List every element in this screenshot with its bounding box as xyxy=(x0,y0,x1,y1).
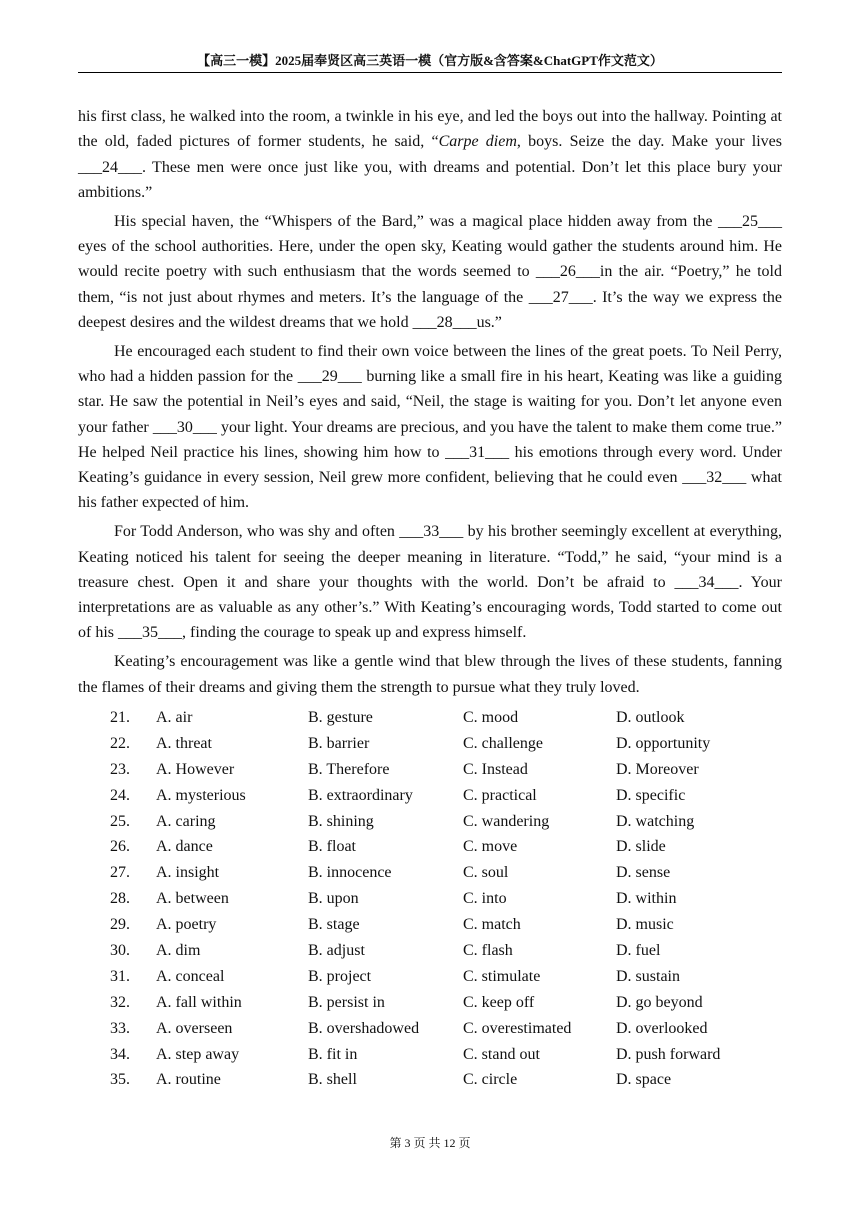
option-c: C. overestimated xyxy=(463,1019,572,1037)
option-d: D. specific xyxy=(616,786,686,804)
question-options-row xyxy=(110,912,782,938)
option-b: B. Therefore xyxy=(308,760,390,778)
option-b: B. project xyxy=(308,967,372,985)
question-number: 27. xyxy=(110,864,130,882)
question-number: 24. xyxy=(110,786,130,804)
question-options-row xyxy=(110,1042,782,1068)
option-b: B. barrier xyxy=(308,734,370,752)
question-number: 28. xyxy=(110,890,130,908)
answer-options xyxy=(110,705,782,1093)
option-d: D. slide xyxy=(616,838,666,856)
option-d: D. opportunity xyxy=(616,734,711,752)
question-options-row xyxy=(110,938,782,964)
option-b: B. shining xyxy=(308,812,374,830)
passage-paragraph: He encouraged each student to find their own voice between the lines of the great poets. To Neil Perry, who had a hidden passion for the ___29___ burning like a small fire in his heart, Keating was like a guiding star. He saw the potential in Neil’s eyes and said, “Neil, the stage is waiting for you. Don’t let anyone even your father ___30___ your light. Your dreams are precious, and you have the talent to make them come true.” He helped Neil practice his lines, showing him how to ___31___ his emotions through every word. Under Keating’s guidance in every session, Neil grew more confident, believing that he could even ___32___ what his father expected of him. xyxy=(78,342,782,512)
question-options-row xyxy=(110,783,782,809)
header-divider xyxy=(78,72,782,73)
option-a: A. overseen xyxy=(156,1019,233,1037)
question-number: 25. xyxy=(110,812,130,830)
question-options-row xyxy=(110,1016,782,1042)
page-header: 【高三一模】2025届奉贤区高三英语一模（官方版&含答案&ChatGPT作文范文） xyxy=(197,53,663,68)
passage-paragraph: His special haven, the “Whispers of the Bard,” was a magical place hidden away from the ___25___ eyes of the school authorities. Here, under the open sky, Keating would gather the students around him. He would recite poetry with such enthusiasm that the words seemed to ___26___in the air. “Poetry,” he told them, “is not just about rhymes and meters. It’s the language of the ___27___. It’s the way we express the deepest desires and the wildest dreams that we hold ___28___us.” xyxy=(78,212,782,331)
option-c: C. soul xyxy=(463,864,509,882)
option-b: B. upon xyxy=(308,890,359,908)
option-c: C. flash xyxy=(463,942,513,960)
option-d: D. watching xyxy=(616,812,695,830)
option-d: D. outlook xyxy=(616,709,685,726)
option-a: A. caring xyxy=(156,812,216,830)
question-number: 29. xyxy=(110,916,130,934)
option-d: D. within xyxy=(616,890,677,908)
option-c: C. stimulate xyxy=(463,967,541,985)
question-options-row xyxy=(110,1067,782,1093)
option-d: D. go beyond xyxy=(616,993,703,1011)
option-a: A. dance xyxy=(156,838,213,856)
option-a: A. However xyxy=(156,760,235,778)
option-c: C. Instead xyxy=(463,760,528,778)
option-a: A. mysterious xyxy=(156,786,246,804)
question-options-row xyxy=(110,809,782,835)
option-c: C. stand out xyxy=(463,1045,540,1063)
option-a: A. threat xyxy=(156,734,212,752)
option-c: C. challenge xyxy=(463,734,543,752)
question-number: 35. xyxy=(110,1071,130,1089)
option-c: C. wandering xyxy=(463,812,550,830)
option-a: A. fall within xyxy=(156,993,242,1011)
option-c: C. keep off xyxy=(463,993,535,1011)
option-b: B. extraordinary xyxy=(308,786,413,804)
question-number: 30. xyxy=(110,942,130,960)
question-options-row xyxy=(110,990,782,1016)
option-a: A. conceal xyxy=(156,967,225,985)
option-d: D. sustain xyxy=(616,967,680,985)
option-b: B. shell xyxy=(308,1071,357,1089)
option-d: D. fuel xyxy=(616,942,661,960)
question-options-row xyxy=(110,731,782,757)
option-a: A. step away xyxy=(156,1045,240,1063)
passage-paragraph: Keating’s encouragement was like a gentle wind that blew through the lives of these students, fanning the flames of their dreams and giving them the strength to pursue what they truly loved. xyxy=(78,653,782,696)
option-c: C. match xyxy=(463,916,521,934)
option-a: A. dim xyxy=(156,942,201,960)
question-options-row xyxy=(110,860,782,886)
option-b: B. innocence xyxy=(308,864,392,882)
question-number: 33. xyxy=(110,1019,130,1037)
option-c: C. mood xyxy=(463,709,519,726)
option-c: C. into xyxy=(463,890,507,908)
option-b: B. persist in xyxy=(308,993,385,1011)
option-a: A. insight xyxy=(156,864,220,882)
option-d: D. sense xyxy=(616,864,671,882)
question-number: 34. xyxy=(110,1045,130,1063)
option-a: A. routine xyxy=(156,1071,221,1089)
question-number: 26. xyxy=(110,838,130,856)
question-number: 31. xyxy=(110,967,130,985)
question-options-row xyxy=(110,757,782,783)
option-c: C. move xyxy=(463,838,518,856)
question-options-row xyxy=(110,964,782,990)
option-b: B. fit in xyxy=(308,1045,358,1063)
page-number: 第 3 页 共 12 页 xyxy=(389,1136,471,1150)
option-c: C. circle xyxy=(463,1071,518,1089)
option-d: D. overlooked xyxy=(616,1019,708,1037)
option-a: A. air xyxy=(156,709,193,726)
option-b: B. stage xyxy=(308,916,360,934)
passage-paragraph: his first class, he walked into the room, a twinkle in his eye, and led the boys out into the hallway. Pointing at the old, faded pictures of former students, he said, “Carpe diem, boys. Seize the day. Make your lives ___24___. These men were once just like you, with dreams and potential. Don’t let this place bury your ambitions.” xyxy=(78,108,783,201)
option-b: B. float xyxy=(308,838,356,856)
option-d: D. push forward xyxy=(616,1045,721,1063)
option-c: C. practical xyxy=(463,786,537,804)
question-number: 21. xyxy=(110,709,130,726)
option-d: D. space xyxy=(616,1071,672,1089)
option-a: A. between xyxy=(156,890,229,908)
option-b: B. adjust xyxy=(308,942,365,960)
question-number: 22. xyxy=(110,734,130,752)
option-b: B. gesture xyxy=(308,709,373,726)
question-options-row xyxy=(110,834,782,860)
option-d: D. Moreover xyxy=(616,760,699,778)
question-number: 32. xyxy=(110,993,130,1011)
passage xyxy=(78,104,782,703)
question-options-row xyxy=(110,886,782,912)
option-a: A. poetry xyxy=(156,916,217,934)
passage-paragraph: For Todd Anderson, who was shy and often ___33___ by his brother seemingly excellent at everything, Keating noticed his talent for seeing the deeper meaning in literature. “Todd,” he said, “your mind is a treasure chest. Open it and share your thoughts with the world. Don’t be afraid to ___34___. Your interpretations are as valuable as any other’s.” With Keating’s encouraging words, Todd started to come out of his ___35___, finding the courage to speak up and express himself. xyxy=(78,523,782,642)
option-d: D. music xyxy=(616,916,674,934)
question-options-row xyxy=(110,705,782,731)
option-b: B. overshadowed xyxy=(308,1019,420,1037)
question-number: 23. xyxy=(110,760,130,778)
